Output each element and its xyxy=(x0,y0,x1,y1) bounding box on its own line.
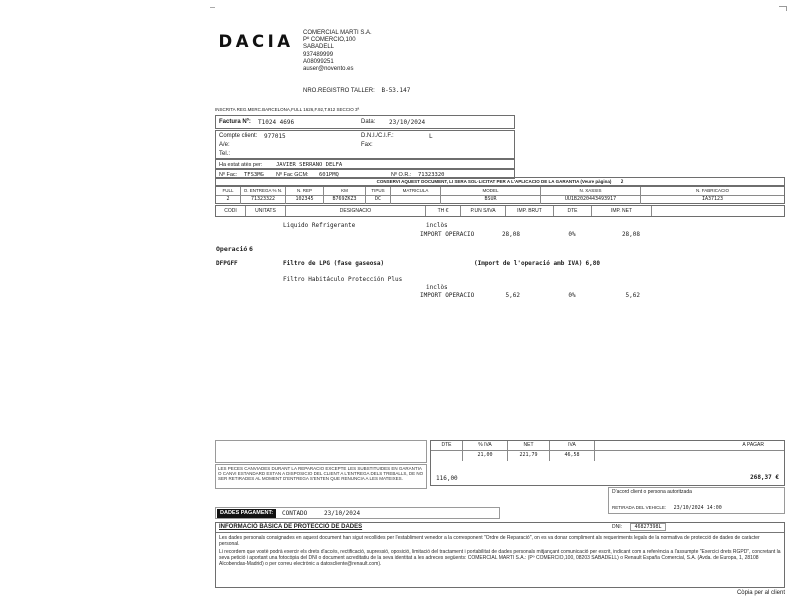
operation-import-value: 6,80 xyxy=(585,260,600,267)
client-account-value: 977015 xyxy=(264,133,286,140)
invoice-number-value: T1024 4696 xyxy=(258,119,295,126)
invoice-date-value: 23/10/2024 xyxy=(389,119,426,126)
company-block xyxy=(303,30,463,73)
signature-agree-label: D'acord client o persona autoritzada xyxy=(612,489,692,495)
totals-dte-value xyxy=(431,451,463,461)
item2-import-label: IMPORT OPERACIO xyxy=(420,292,475,299)
parts-col-codi: CODI xyxy=(216,206,246,216)
vehicle-val-tipus: DC xyxy=(366,196,391,204)
company-city: SABADELL xyxy=(303,44,335,51)
parts-notice-box: LES PECES CANVIADES DURANT LA REPARACIO EXCEPTE LES SUBSTITUIDES EN GARANTIA O CANVI ESTANDARD ESTAN A DISPOSICIO DEL CLIENT A L'ENTREGA DELS TREBALLS, DE NO SER RETIRADES AL MOMENT D'ENTREGA S'ENTEN QUE RENUNCIA A LES MATEIXES. xyxy=(215,464,427,489)
operation-number: 6 xyxy=(249,245,253,253)
client-box xyxy=(215,130,515,159)
item1-dte: 0% xyxy=(568,231,576,238)
registry-line xyxy=(303,87,410,95)
totals-col-iva-pct: % IVA xyxy=(463,441,508,450)
vehicle-col-fabricacio: N. FABRICACIO xyxy=(695,188,729,193)
pickup-line xyxy=(612,496,781,514)
totals-col-a-pagar: A PAGAR xyxy=(742,442,764,448)
parts-table-header xyxy=(215,205,785,217)
vehicle-col-model: MODEL xyxy=(441,187,541,195)
parts-col-dte: DTE xyxy=(554,206,592,216)
item2-brut: 5,62 xyxy=(505,292,520,299)
pickup-value: 23/10/2024 14:00 xyxy=(673,505,722,511)
item2-dte: 0% xyxy=(568,292,576,299)
bottom-empty-box xyxy=(215,440,427,463)
vehicle-val-km: B769ZKZ3 xyxy=(324,196,366,204)
parts-col-unitats: UNITATS xyxy=(246,206,286,216)
dacia-logo xyxy=(213,31,299,51)
item1-net: 28,08 xyxy=(621,231,640,238)
parts-col-imp-net: IMP. NET xyxy=(592,206,652,216)
payment-label: DADES PAGAMENT: xyxy=(217,509,276,518)
fac-gcm-label: Nº Fac GCM: xyxy=(276,171,309,178)
signature-box xyxy=(608,487,785,530)
totals-iva-value: 46,58 xyxy=(550,451,595,461)
invoice-number-label: Factura Nº: xyxy=(219,119,251,125)
parts-col-th: TH € xyxy=(426,206,461,216)
totals-box xyxy=(430,440,785,486)
company-name: COMERCIAL MARTI S.A. xyxy=(303,30,372,36)
privacy-body xyxy=(216,533,784,567)
totals-col-net: NET xyxy=(508,441,550,450)
or-label: Nº O.R.: xyxy=(391,171,412,178)
company-email: auser@novento.es xyxy=(303,66,354,73)
client-email-label: A/e: xyxy=(219,142,230,148)
dni-label: DNI: xyxy=(612,524,622,530)
vehicle-val-full: 2 xyxy=(216,196,241,204)
privacy-section xyxy=(215,522,785,588)
operation-import-label: (Import de l'operació amb IVA) xyxy=(474,260,583,267)
totals-header-row xyxy=(431,441,784,451)
guarantee-band xyxy=(215,177,785,186)
totals-total-value: 268,37 € xyxy=(750,474,779,481)
totals-col-dte: DTE xyxy=(431,441,463,450)
parts-col-designacio: DESIGNACIO xyxy=(286,206,426,216)
vehicle-val-model: BSUR xyxy=(441,196,541,204)
privacy-title: INFORMACIÓ BÀSICA DE PROTECCIÓ DE DADES xyxy=(216,523,784,533)
guarantee-page-number: 2 xyxy=(620,180,624,185)
footer-copy-note: Còpia per al client xyxy=(736,590,785,596)
client-fax-label: Fax: xyxy=(361,142,373,148)
totals-base-value: 116,00 xyxy=(436,475,458,482)
vehicle-col-matricula: MATRICULA xyxy=(391,187,441,195)
item1-import-label: IMPORT OPERACIO xyxy=(420,231,475,238)
attended-value: JAVIER SERRANO DELFA xyxy=(276,161,343,168)
pickup-label: RETIRADA DEL VEHICLE: xyxy=(612,505,667,510)
totals-a-pagar-empty xyxy=(595,451,784,461)
vehicle-table xyxy=(215,186,785,204)
vehicle-val-entrega: 71323322 xyxy=(241,196,286,204)
vehicle-col-km: KM xyxy=(324,187,366,195)
operation-label: Operació xyxy=(216,245,248,253)
privacy-paragraph-1: Les dades personals consignades en aquest document han sigut recollides per l'establiment venedor a la corresponent "Ordre de Reparació", on es va donar compliment als requeriments legals de la normativa de protecció de dades de caràcter personal. xyxy=(219,535,760,548)
vehicle-col-tipus: TIPUS xyxy=(366,187,391,195)
operation-code: DFPGFF xyxy=(216,260,238,267)
vehicle-val-fabricacio: IA37123 xyxy=(701,196,724,202)
vehicle-table-header-row xyxy=(216,187,784,196)
payment-date: 23/10/2024 xyxy=(324,510,361,517)
totals-col-iva: IVA xyxy=(550,441,595,450)
client-account-label: Compte client: xyxy=(219,133,258,139)
totals-value-row xyxy=(431,451,784,461)
vehicle-val-xassis: UU1B2020443493917 xyxy=(541,196,641,204)
guarantee-note: CONSERVI AQUEST DOCUMENT, LI SERA SOL·LICITAT PER A L'APLICACIO DE LA GARANTIA (Veure pàgina) xyxy=(376,179,612,184)
totals-net-value: 221,79 xyxy=(508,451,550,461)
client-nif-value: L xyxy=(429,133,433,140)
client-nif-label: D.N.I./C.I.F.: xyxy=(361,133,394,139)
parts-col-pun-siva: P.UN S/IVA xyxy=(461,206,506,216)
fac-label: Nº Fac: xyxy=(219,171,238,178)
parts-col-imp-brut: IMP. BRUT xyxy=(506,206,554,216)
operation-designation: Filtro de LPG (fase gaseosa) xyxy=(283,260,385,267)
item2-designation: Filtro Habitáculo Protección Plus xyxy=(283,276,403,283)
item2-included: inclòs xyxy=(426,284,448,291)
vehicle-col-entrega: O. ENTREGA % N. xyxy=(241,187,286,195)
registry-value: B-53.147 xyxy=(381,87,411,94)
vehicle-val-matricula xyxy=(391,196,441,204)
crop-mark-left xyxy=(210,7,215,8)
vehicle-col-nrep: N. REP xyxy=(286,187,324,195)
vehicle-table-value-row xyxy=(216,196,784,204)
item1-brut: 28,08 xyxy=(501,231,520,238)
svg-text:DACIA: DACIA xyxy=(218,32,294,51)
inscription-line: INSCRITA REG.MERC.BARCELONA,FULL 1626,F.92,T.912 SECCIO 3ª xyxy=(215,107,360,112)
fac-value: TFS3MG xyxy=(244,171,264,178)
client-phone-label: Tel.: xyxy=(219,151,231,157)
attended-box xyxy=(215,159,515,169)
invoice-box xyxy=(215,115,515,129)
vehicle-val-nrep: 102345 xyxy=(286,196,324,204)
crop-mark-right xyxy=(779,6,787,11)
dni-value: 46827398L xyxy=(630,523,665,531)
company-cif: A08099251 xyxy=(303,58,334,65)
invoice-date-label: Data: xyxy=(361,119,376,125)
parts-col-filler xyxy=(652,206,784,216)
attended-label: Ha estat atès per: xyxy=(219,161,263,168)
fac-gcm-value: 601PMQ xyxy=(319,171,339,178)
item2-net: 5,62 xyxy=(625,292,640,299)
registry-label: NRO.REGISTRO TALLER: xyxy=(303,88,375,94)
vehicle-col-full: FULL xyxy=(216,187,241,195)
or-value: 71323320 xyxy=(418,171,445,178)
item1-included: inclòs xyxy=(426,222,448,229)
company-phone: 937489999 xyxy=(303,51,334,58)
vehicle-col-xassis: N. XASSIS xyxy=(541,187,641,195)
payment-box xyxy=(215,507,500,519)
company-address: Pº COMERCIO,100 xyxy=(303,37,356,44)
totals-iva-rate-value: 21,00 xyxy=(463,451,508,461)
item1-designation: Liquido Refrigerante xyxy=(283,222,356,229)
payment-method: CONTADO xyxy=(282,510,308,517)
privacy-paragraph-2: Li recordem que vostè podrà exercir els drets d'accés, rectificació, supressió, oposició, limitació del tractament i portabilitat de dades personals mitjançant comunicació per escrit, indicant com a referència a l'assumpte "Exercici drets RGPD", concretant la seva petició i aportant una fotocòpia del DNI o document acreditatiu de la seva identitat a les adreces següents: COMERCIAL MARTI S.A.: (Pº COMERCIO,100, 08203 SABADELL) o Renault España Comercial, S.A. (Avda. de Europa, 1, 28108 Alcobendas-Madrid) o per correu electrònic a datoscliente@renault.com). xyxy=(219,549,781,568)
